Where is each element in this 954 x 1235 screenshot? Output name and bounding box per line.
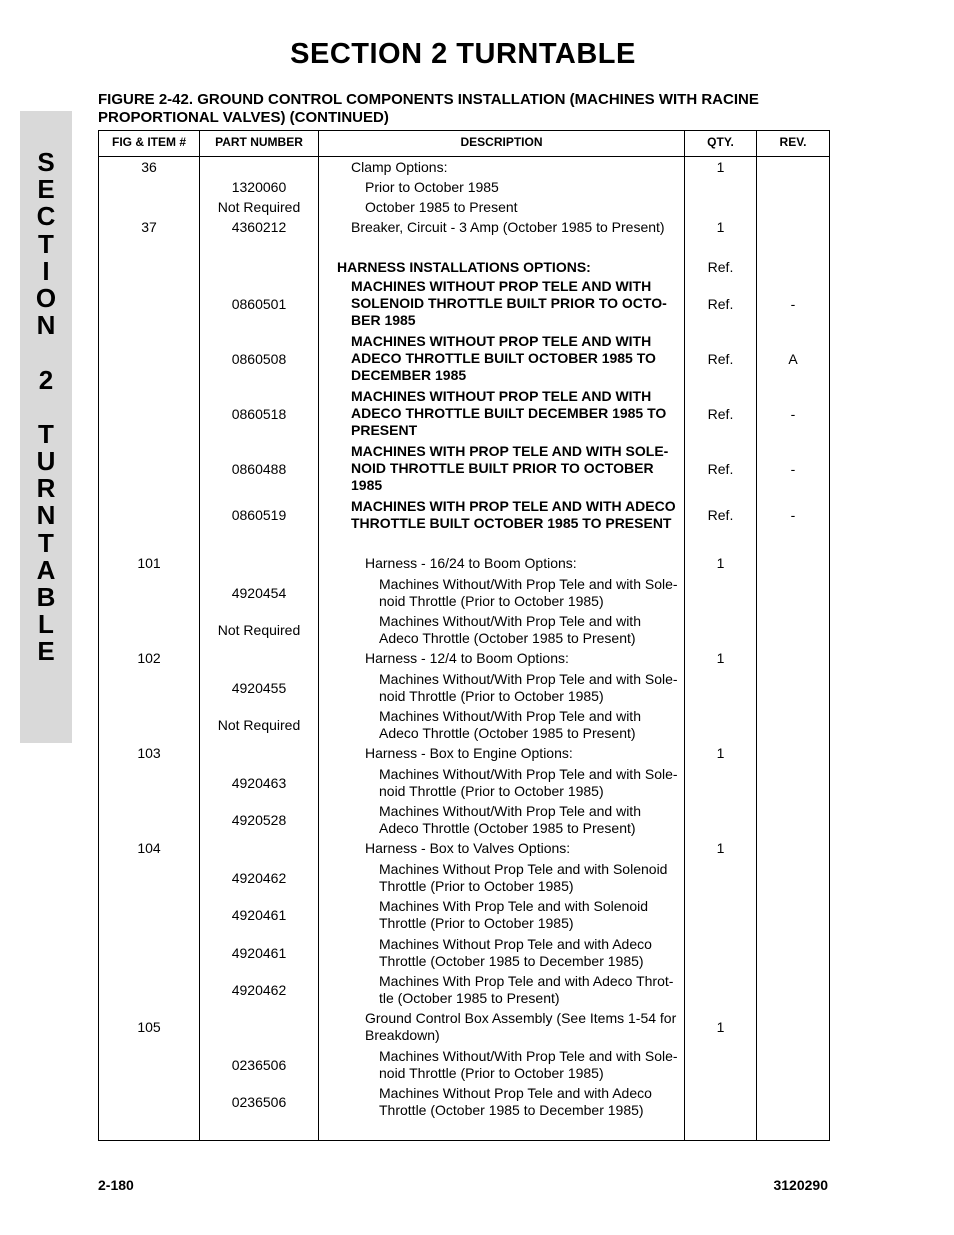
table-row bbox=[99, 497, 829, 532]
rev-cell bbox=[757, 649, 829, 667]
part-number-cell: 0860519 bbox=[231, 506, 287, 523]
qty-cell: 1 bbox=[716, 745, 725, 761]
table-row bbox=[99, 198, 829, 216]
table-row bbox=[99, 258, 829, 276]
table-row bbox=[99, 839, 829, 857]
part-number-cell: 4920461 bbox=[231, 906, 287, 923]
rev-cell bbox=[757, 554, 829, 572]
section-title: SECTION 2 TURNTABLE bbox=[290, 38, 636, 70]
description-cell: Breaker, Circuit - 3 Amp (October 1985 to Present) bbox=[351, 218, 665, 235]
qty-cell bbox=[685, 935, 756, 970]
qty-cell bbox=[685, 1047, 756, 1082]
side-tab-letter: U bbox=[36, 446, 56, 477]
rev-cell bbox=[757, 1084, 829, 1119]
part-number-cell: 4360212 bbox=[231, 219, 287, 235]
side-tab-letter: I bbox=[42, 255, 50, 286]
description-cell: Harness - Box to Valves Options: bbox=[365, 839, 571, 856]
qty-cell: 1 bbox=[716, 555, 725, 571]
part-number-cell: 4920455 bbox=[231, 679, 287, 696]
description-cell: Clamp Options: bbox=[351, 158, 448, 175]
part-number-cell bbox=[200, 744, 318, 762]
description-cell: Machines With Prop Tele and with Adeco Throt-tle (October 1985 to Present) bbox=[379, 972, 674, 1006]
table-row bbox=[99, 612, 829, 647]
fig-item-cell: 36 bbox=[141, 159, 157, 175]
side-tab-letters bbox=[20, 149, 72, 666]
rev-cell bbox=[757, 178, 829, 196]
qty-cell bbox=[685, 765, 756, 800]
table-row bbox=[99, 860, 829, 895]
part-number-cell: 4920462 bbox=[231, 981, 287, 998]
header-rev: REV. bbox=[779, 135, 807, 149]
fig-item-cell bbox=[99, 860, 199, 895]
header-fig-item: FIG & ITEM # bbox=[111, 135, 186, 149]
fig-item-cell bbox=[99, 575, 199, 610]
side-tab-letter: E bbox=[37, 174, 55, 205]
description-cell: Machines Without/With Prop Tele and with Adeco Throttle (October 1985 to Present) bbox=[379, 612, 641, 646]
side-tab-letter: 2 bbox=[38, 364, 54, 395]
rev-cell bbox=[757, 218, 829, 236]
description-cell: Machines Without Prop Tele and with Adeco Throttle (October 1985 to December 1985) bbox=[379, 1084, 652, 1118]
qty-cell: 1 bbox=[716, 219, 725, 235]
rev-cell bbox=[757, 670, 829, 705]
qty-cell bbox=[685, 198, 756, 216]
table-row bbox=[99, 575, 829, 610]
qty-cell bbox=[685, 178, 756, 196]
fig-item-cell bbox=[99, 1047, 199, 1082]
rev-cell bbox=[757, 258, 829, 276]
fig-item-cell bbox=[99, 670, 199, 705]
fig-item-cell bbox=[99, 897, 199, 932]
qty-cell bbox=[685, 707, 756, 742]
description-cell: Harness - Box to Engine Options: bbox=[365, 744, 573, 761]
qty-cell: Ref. bbox=[707, 259, 734, 275]
description-cell: October 1985 to Present bbox=[365, 198, 518, 215]
qty-cell: Ref. bbox=[707, 460, 734, 477]
description-cell: Machines With Prop Tele and with Solenoid Throttle (Prior to October 1985) bbox=[379, 897, 649, 931]
table-row bbox=[99, 670, 829, 705]
table-row bbox=[99, 442, 829, 495]
description-cell: HARNESS INSTALLATIONS OPTIONS: bbox=[337, 258, 591, 275]
fig-item-cell bbox=[99, 765, 199, 800]
part-number-cell: 0860501 bbox=[231, 295, 287, 312]
qty-cell: Ref. bbox=[707, 405, 734, 422]
side-tab-letter: R bbox=[36, 473, 56, 504]
table-row bbox=[99, 554, 829, 572]
description-cell: Harness - 16/24 to Boom Options: bbox=[365, 554, 577, 571]
fig-item-cell bbox=[99, 802, 199, 837]
fig-item-cell bbox=[99, 972, 199, 1007]
rev-cell: A bbox=[788, 350, 798, 367]
side-tab-letter: C bbox=[36, 201, 56, 232]
qty-cell: Ref. bbox=[707, 506, 734, 523]
description-cell: Machines Without/With Prop Tele and with Sole-noid Throttle (Prior to October 1985) bbox=[379, 1047, 678, 1081]
figure-title: FIGURE 2-42. GROUND CONTROL COMPONENTS INSTALLATION (MACHINES WITH RACINE PROPORTIONAL VALVES) (CONTINUED) bbox=[98, 91, 759, 126]
table-row bbox=[99, 765, 829, 800]
table-row bbox=[99, 387, 829, 440]
side-tab-letter: N bbox=[36, 500, 56, 531]
part-number-cell: 4920528 bbox=[231, 811, 287, 828]
table-row bbox=[99, 277, 829, 330]
fig-item-cell: 37 bbox=[141, 219, 157, 235]
header-qty: QTY. bbox=[707, 135, 734, 149]
rev-cell bbox=[757, 765, 829, 800]
rev-cell bbox=[757, 198, 829, 216]
description-cell: MACHINES WITHOUT PROP TELE AND WITH ADECO THROTTLE BUILT OCTOBER 1985 TO DECEMBER 1985 bbox=[351, 333, 656, 383]
description-cell: Machines Without/With Prop Tele and with Sole-noid Throttle (Prior to October 1985) bbox=[379, 575, 678, 609]
header-description: DESCRIPTION bbox=[460, 135, 543, 149]
part-number-cell: 4920462 bbox=[231, 869, 287, 886]
qty-cell: 1 bbox=[716, 840, 725, 856]
table-row bbox=[99, 649, 829, 667]
qty-cell bbox=[685, 612, 756, 647]
side-tab-letter: T bbox=[38, 527, 54, 558]
qty-cell: 1 bbox=[716, 1018, 725, 1035]
side-tab-letter: E bbox=[37, 636, 55, 667]
qty-cell: 1 bbox=[716, 159, 725, 175]
part-number-cell bbox=[200, 258, 318, 276]
rev-cell bbox=[757, 802, 829, 837]
part-number-cell: 0236506 bbox=[231, 1093, 287, 1110]
description-cell: MACHINES WITH PROP TELE AND WITH ADECO THROTTLE BUILT OCTOBER 1985 TO PRESENT bbox=[351, 497, 676, 531]
fig-item-cell bbox=[99, 1084, 199, 1119]
side-tab-letter: L bbox=[38, 609, 54, 640]
fig-item-cell bbox=[99, 935, 199, 970]
page-number: 2-180 bbox=[98, 1177, 134, 1193]
fig-item-cell: 105 bbox=[137, 1018, 161, 1035]
rev-cell bbox=[757, 839, 829, 857]
side-tab-letter: T bbox=[38, 228, 54, 259]
rev-cell bbox=[757, 935, 829, 970]
part-number-cell: Not Required bbox=[217, 199, 301, 215]
table-row bbox=[99, 744, 829, 762]
description-cell: Machines Without Prop Tele and with Adeco Throttle (October 1985 to December 1985) bbox=[379, 935, 652, 969]
fig-item-cell: 101 bbox=[137, 555, 161, 571]
section-side-tab bbox=[20, 111, 72, 743]
fig-item-cell: 102 bbox=[137, 650, 161, 666]
part-number-cell: 4920461 bbox=[231, 944, 287, 961]
table-row bbox=[99, 178, 829, 196]
rev-cell: - bbox=[790, 405, 796, 422]
fig-item-cell bbox=[99, 178, 199, 196]
qty-cell: 1 bbox=[716, 650, 725, 666]
part-number-cell bbox=[200, 554, 318, 572]
fig-item-cell bbox=[99, 707, 199, 742]
rev-cell: - bbox=[790, 295, 796, 312]
rev-cell bbox=[757, 612, 829, 647]
part-number-cell bbox=[200, 158, 318, 176]
document-number: 3120290 bbox=[773, 1177, 828, 1193]
table-row bbox=[99, 332, 829, 385]
fig-item-cell bbox=[99, 277, 199, 330]
fig-item-cell bbox=[99, 497, 199, 532]
table-row bbox=[99, 802, 829, 837]
qty-cell: Ref. bbox=[707, 350, 734, 367]
qty-cell bbox=[685, 972, 756, 1007]
description-cell: MACHINES WITH PROP TELE AND WITH SOLE-NOID THROTTLE BUILT PRIOR TO OCTOBER 1985 bbox=[351, 443, 669, 493]
side-tab-letter: T bbox=[38, 418, 54, 449]
description-cell: Harness - 12/4 to Boom Options: bbox=[365, 649, 569, 666]
qty-cell bbox=[685, 802, 756, 837]
part-number-cell: Not Required bbox=[217, 716, 301, 733]
fig-item-cell bbox=[99, 332, 199, 385]
table-row bbox=[99, 218, 829, 236]
part-number-cell bbox=[200, 649, 318, 667]
rev-cell bbox=[757, 707, 829, 742]
rev-cell: - bbox=[790, 506, 796, 523]
qty-cell bbox=[685, 860, 756, 895]
part-number-cell: 0860508 bbox=[231, 350, 287, 367]
description-cell: Machines Without/With Prop Tele and with Adeco Throttle (October 1985 to Present) bbox=[379, 802, 641, 836]
rev-cell bbox=[757, 860, 829, 895]
side-tab-letter: N bbox=[36, 310, 56, 341]
rev-cell bbox=[757, 575, 829, 610]
fig-item-cell bbox=[99, 258, 199, 276]
rev-cell bbox=[757, 1009, 829, 1044]
table-row bbox=[99, 897, 829, 932]
table-row bbox=[99, 1084, 829, 1119]
description-cell: Ground Control Box Assembly (See Items 1-54 for Breakdown) bbox=[365, 1009, 677, 1043]
rev-cell: - bbox=[790, 460, 796, 477]
description-cell: Machines Without/With Prop Tele and with Sole-noid Throttle (Prior to October 1985) bbox=[379, 670, 678, 704]
side-tab-letter bbox=[20, 339, 72, 366]
header-part-number: PART NUMBER bbox=[215, 135, 303, 149]
rev-cell bbox=[757, 744, 829, 762]
part-number-cell: 4920463 bbox=[231, 774, 287, 791]
qty-cell bbox=[685, 1084, 756, 1119]
part-number-cell: 4920454 bbox=[231, 584, 287, 601]
table-row bbox=[99, 935, 829, 970]
rev-cell bbox=[757, 158, 829, 176]
description-cell: Machines Without Prop Tele and with Solenoid Throttle (Prior to October 1985) bbox=[379, 860, 668, 894]
part-number-cell: 1320060 bbox=[231, 179, 287, 195]
side-tab-letter: A bbox=[36, 554, 56, 585]
fig-item-cell bbox=[99, 387, 199, 440]
part-number-cell: 0860518 bbox=[231, 405, 287, 422]
rev-cell bbox=[757, 1047, 829, 1082]
part-number-cell bbox=[200, 1009, 318, 1044]
description-cell: MACHINES WITHOUT PROP TELE AND WITH ADECO THROTTLE BUILT DECEMBER 1985 TO PRESENT bbox=[351, 388, 667, 438]
side-tab-letter bbox=[20, 394, 72, 421]
part-number-cell bbox=[200, 839, 318, 857]
parts-table bbox=[98, 130, 830, 1141]
description-cell: MACHINES WITHOUT PROP TELE AND WITH SOLENOID THROTTLE BUILT PRIOR TO OCTO-BER 1985 bbox=[351, 278, 667, 328]
side-tab-letter: B bbox=[36, 582, 56, 612]
qty-cell bbox=[685, 670, 756, 705]
description-cell: Machines Without/With Prop Tele and with Adeco Throttle (October 1985 to Present) bbox=[379, 707, 641, 741]
fig-item-cell bbox=[99, 442, 199, 495]
table-row bbox=[99, 1009, 829, 1044]
qty-cell bbox=[685, 575, 756, 610]
fig-item-cell bbox=[99, 612, 199, 647]
header-divider bbox=[99, 156, 829, 157]
fig-item-cell: 104 bbox=[137, 840, 161, 856]
part-number-cell: 0860488 bbox=[231, 460, 287, 477]
side-tab-letter: S bbox=[37, 147, 55, 177]
description-cell: Machines Without/With Prop Tele and with Sole-noid Throttle (Prior to October 1985) bbox=[379, 765, 678, 799]
fig-item-cell bbox=[99, 198, 199, 216]
rev-cell bbox=[757, 972, 829, 1007]
fig-item-cell: 103 bbox=[137, 745, 161, 761]
rev-cell bbox=[757, 897, 829, 932]
part-number-cell: Not Required bbox=[217, 621, 301, 638]
description-cell: Prior to October 1985 bbox=[365, 178, 499, 195]
table-row bbox=[99, 972, 829, 1007]
table-row bbox=[99, 158, 829, 176]
table-row bbox=[99, 1047, 829, 1082]
table-row bbox=[99, 707, 829, 742]
part-number-cell: 0236506 bbox=[231, 1056, 287, 1073]
side-tab-letter: O bbox=[35, 282, 57, 313]
qty-cell: Ref. bbox=[707, 295, 734, 312]
qty-cell bbox=[685, 897, 756, 932]
